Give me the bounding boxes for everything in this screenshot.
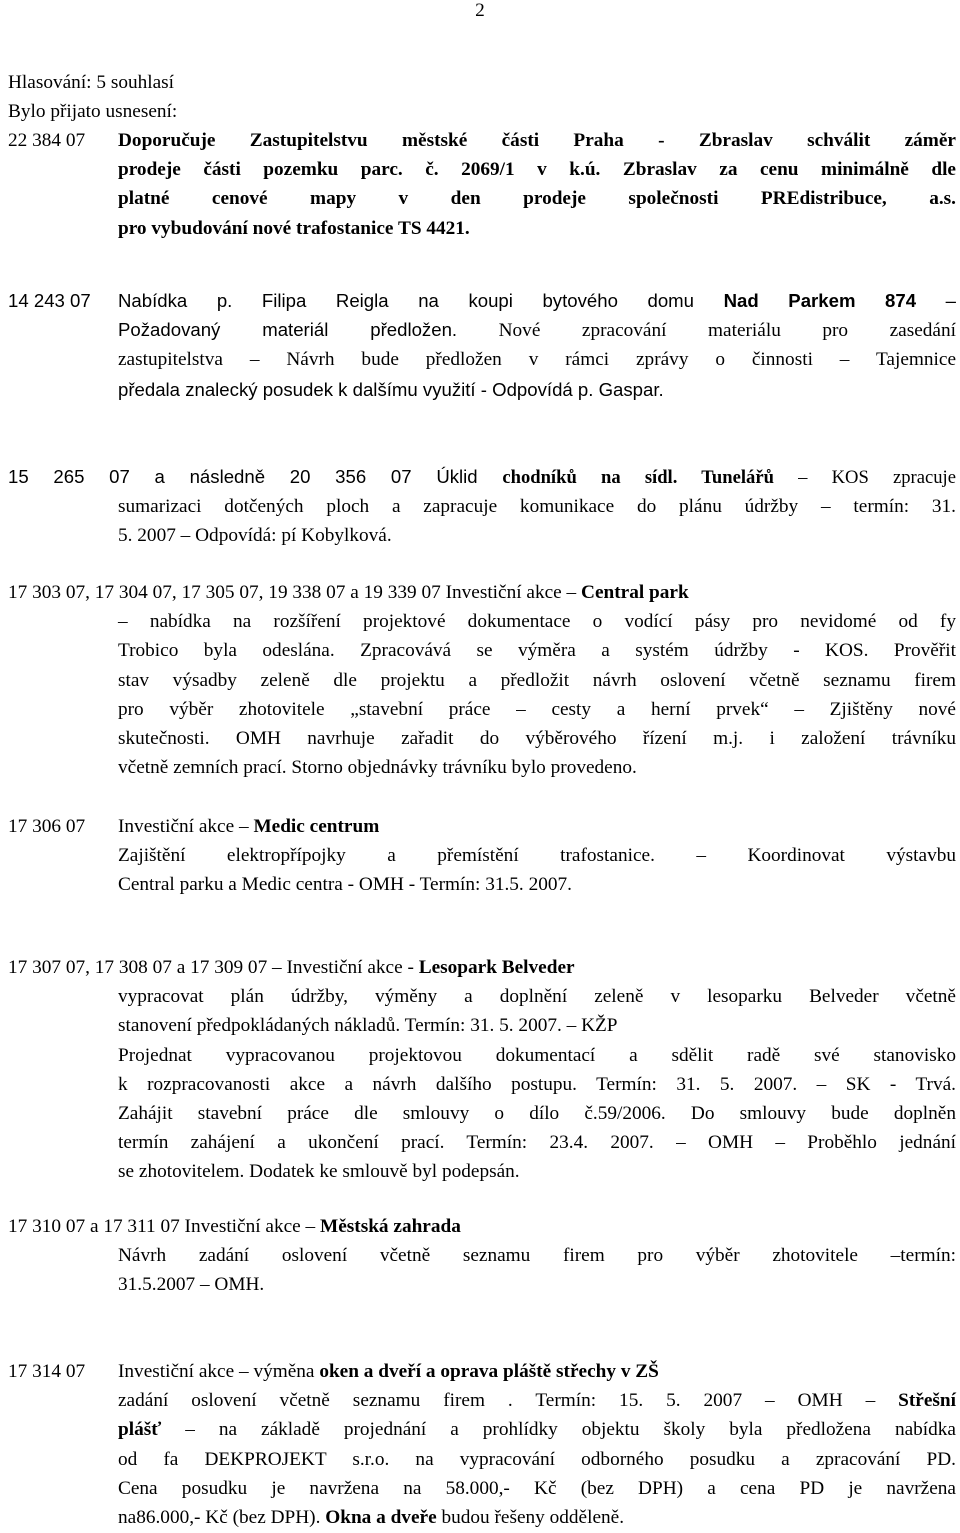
resolution-label: Bylo přijato usnesení: <box>8 101 178 123</box>
item-highlight: plášť <box>118 1419 162 1441</box>
item-highlight: chodníků na sídl. Tunelářů <box>502 467 774 488</box>
item-heading: Investiční akce – výměna oken a dveří a oprava pláště střechy v ZŠ <box>118 1361 659 1382</box>
item-text-line: zastupitelstva – Návrh bude předložen v rámci zprávy o činnosti – Tajemnice <box>118 349 956 371</box>
item-lesopark-belveder <box>8 953 956 1187</box>
item-text-line: Projednat vypracovanou projektovou dokumentací a sdělit radě své stanovisko <box>118 1044 956 1066</box>
item-text-line: Nabídka p. Filipa Reigla na koupi bytového domu Nad Parkem 874 – <box>118 290 957 311</box>
item-text-line: Zahájit stavební práce dle smlouvy o dílo č.59/2006. Do smlouvy bude doplněn <box>118 1103 956 1125</box>
item-text-line: 15 265 07 a následně 20 356 07 Úklid chodníků na sídl. Tunelářů – KOS zpracuje <box>8 466 956 488</box>
item-highlight: Medic centrum <box>253 816 380 837</box>
item-text-line: Trobico byla odeslána. Zpracovává se výměra a systém údržby - KOS. Prověřit <box>118 640 956 662</box>
item-medic-centrum <box>8 812 956 900</box>
voting-result: Hlasování: 5 souhlasí <box>8 72 175 93</box>
item-highlight: Střešní <box>898 1390 956 1412</box>
item-text-line: zadání oslovení včetně seznamu firem . Termín: 15. 5. 2007 – OMH – Střešní <box>118 1390 956 1412</box>
item-highlight: Central park <box>581 582 689 603</box>
item-text-line: stanovení předpokládaných nákladů. Termín: 31. 5. 2007. – KŽP <box>118 1015 618 1037</box>
item-text-line: k rozpracovanosti akce a návrh dalšího postupu. Termín: 31. 5. 2007. – SK - Trvá. <box>118 1073 956 1095</box>
item-text-line: sumarizaci dotčených ploch a zapracuje komunikace do plánu údržby – termín: 31. <box>118 496 956 518</box>
item-reference: 22 384 07 <box>8 130 86 151</box>
item-text-line: 5. 2007 – Odpovídá: pí Kobylková. <box>118 525 392 547</box>
item-highlight: Nad Parkem 874 <box>723 290 917 311</box>
item-text-line: stav výsadby zeleně dle projektu a předložit návrh oslovení včetně seznamu firem <box>118 669 956 691</box>
item-text-line: skutečnosti. OMH navrhuje zařadit do výběrového řízení m.j. i založení trávníku <box>118 728 956 750</box>
item-15-265-07 <box>8 462 956 551</box>
item-text-line: – nabídka na rozšíření projektové dokumentace o vodící pásy pro nevidomé od fy <box>118 611 956 633</box>
voting-header <box>8 68 956 126</box>
item-text-line: předala znalecký posudek k dalšímu využití - Odpovídá p. Gaspar. <box>118 378 664 400</box>
item-text-line: termín zahájení a ukončení prací. Termín: 23.4. 2007. – OMH – Proběhlo jednání <box>118 1132 956 1154</box>
item-heading: 17 310 07 a 17 311 07 Investiční akce – Městská zahrada <box>8 1216 461 1237</box>
item-text-line: plášť – na základě projednání a prohlídky objektu školy byla předložena nabídka <box>118 1419 956 1441</box>
item-heading: 17 307 07, 17 308 07 a 17 309 07 – Investiční akce - Lesopark Belveder <box>8 957 575 978</box>
item-text-line: Cena posudku je navržena na 58.000,- Kč (bez DPH) a cena PD je navržena <box>118 1477 956 1499</box>
item-text-line: Návrh zadání oslovení včetně seznamu firem pro výběr zhotovitele –termín: <box>118 1245 956 1267</box>
item-mestska-zahrada <box>8 1212 956 1300</box>
item-highlight: Lesopark Belveder <box>418 957 575 978</box>
item-reference: 17 314 07 <box>8 1361 86 1382</box>
item-reference: 17 306 07 <box>8 816 86 837</box>
item-heading: 17 303 07, 17 304 07, 17 305 07, 19 338 07 a 19 339 07 Investiční akce – Central park <box>8 582 689 603</box>
resolution-item-22-384-07 <box>8 126 956 243</box>
item-text-line: pro výběr zhotovitele „stavební práce – cesty a herní prvek“ – Zjištěny nové <box>118 698 956 720</box>
item-text-line: Doporučuje Zastupitelstvu městské části Praha - Zbraslav schválit záměr <box>118 130 956 151</box>
item-text-line: Požadovaný materiál předložen. Nové zpracování materiálu pro zasedání <box>118 319 956 342</box>
item-highlight: Okna a dveře <box>325 1507 437 1529</box>
item-text-line: na86.000,- Kč (bez DPH). Okna a dveře budou řešeny odděleně. <box>118 1507 625 1529</box>
item-text-line: se zhotovitelem. Dodatek ke smlouvě byl podepsán. <box>118 1161 520 1183</box>
item-text-line: Zajištění elektropřípojky a přemístění trafostanice. – Koordinovat výstavbu <box>118 845 956 867</box>
item-17-314-07 <box>8 1357 956 1532</box>
item-text-line: platné cenové mapy v den prodeje společnosti PREdistribuce, a.s. <box>118 188 956 210</box>
item-reference: 14 243 07 <box>8 290 91 311</box>
item-text-line: od fa DEKPROJEKT s.r.o. na vypracování odborného posudku a zpracování PD. <box>118 1448 956 1470</box>
item-14-243-07 <box>8 286 956 404</box>
item-highlight: oken a dveří a oprava pláště střechy v ZŠ <box>319 1361 659 1382</box>
page-number: 2 <box>475 0 485 21</box>
item-highlight: Městská zahrada <box>320 1216 461 1237</box>
item-text-line: prodeje části pozemku parc. č. 2069/1 v k.ú. Zbraslav za cenu minimálně dle <box>118 159 956 181</box>
item-text-line: 31.5.2007 – OMH. <box>118 1274 265 1296</box>
item-text-line: Central parku a Medic centra - OMH - Termín: 31.5. 2007. <box>118 874 572 896</box>
item-central-park <box>8 578 956 782</box>
item-heading: Investiční akce – Medic centrum <box>118 816 380 837</box>
item-text-line: pro vybudování nové trafostanice TS 4421. <box>118 217 470 239</box>
item-text-line: vypracovat plán údržby, výměny a doplnění zeleně v lesoparku Belveder včetně <box>118 986 956 1008</box>
item-text-line: včetně zemních prací. Storno objednávky trávníku bylo provedeno. <box>118 757 637 779</box>
